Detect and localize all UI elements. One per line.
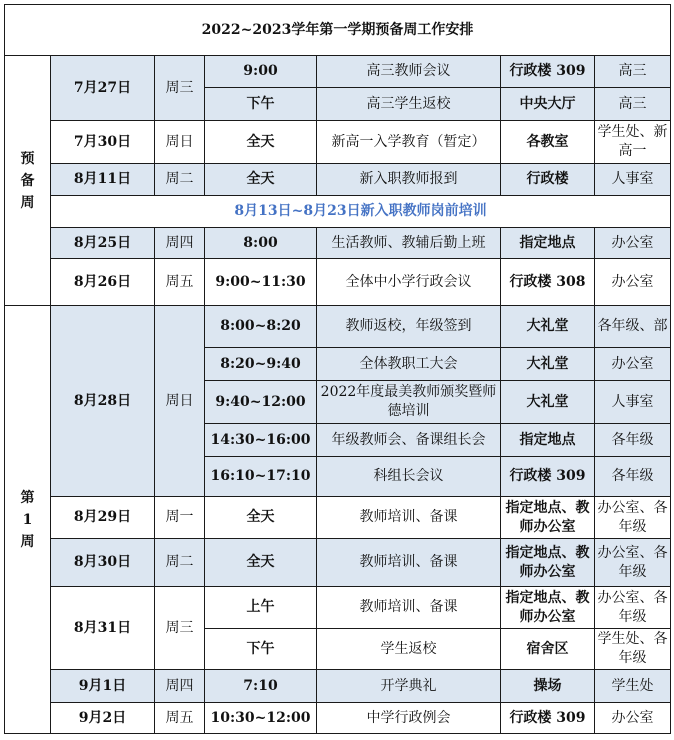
weekday-cell: 周二 <box>155 539 205 587</box>
time-cell: 7:10 <box>205 670 317 703</box>
dept-cell: 办公室 <box>595 348 671 381</box>
time-cell: 9:00~11:30 <box>205 259 317 306</box>
time-cell: 全天 <box>205 539 317 587</box>
dept-cell: 人事室 <box>595 164 671 196</box>
place-cell: 操场 <box>501 670 595 703</box>
dept-cell: 学生处 <box>595 670 671 703</box>
date-cell: 9月2日 <box>51 703 155 734</box>
time-cell: 下午 <box>205 88 317 121</box>
training-banner: 8月13日~8月23日新入职教师岗前培训 <box>51 196 671 228</box>
table-row <box>5 497 671 539</box>
dept-cell: 办公室 <box>595 259 671 306</box>
time-cell: 14:30~16:00 <box>205 424 317 457</box>
event-cell: 教师培训、备课 <box>317 539 501 587</box>
date-cell: 7月30日 <box>51 121 155 164</box>
schedule-title: 2022~2023学年第一学期预备周工作安排 <box>5 5 671 56</box>
event-cell: 新高一入学教育（暂定） <box>317 121 501 164</box>
weekday-cell: 周三 <box>155 56 205 121</box>
time-cell: 8:00~8:20 <box>205 306 317 348</box>
dept-cell: 各年级、部 <box>595 306 671 348</box>
event-cell: 生活教师、教辅后勤上班 <box>317 228 501 259</box>
time-cell: 全天 <box>205 497 317 539</box>
place-cell: 行政楼 309 <box>501 703 595 734</box>
dept-cell: 办公室、各年级 <box>595 497 671 539</box>
weekday-cell: 周三 <box>155 587 205 670</box>
time-cell: 上午 <box>205 587 317 629</box>
weekday-cell: 周一 <box>155 497 205 539</box>
table-row <box>5 228 671 259</box>
event-cell: 中学行政例会 <box>317 703 501 734</box>
dept-cell: 人事室 <box>595 381 671 424</box>
event-cell: 学生返校 <box>317 629 501 670</box>
place-cell: 行政楼 309 <box>501 56 595 88</box>
event-cell: 开学典礼 <box>317 670 501 703</box>
place-cell: 行政楼 <box>501 164 595 196</box>
place-cell: 行政楼 309 <box>501 457 595 497</box>
weekday-cell: 周四 <box>155 670 205 703</box>
weekday-cell: 周日 <box>155 306 205 497</box>
event-cell: 年级教师会、备课组长会 <box>317 424 501 457</box>
date-cell: 8月31日 <box>51 587 155 670</box>
time-cell: 全天 <box>205 164 317 196</box>
event-cell: 教师培训、备课 <box>317 497 501 539</box>
table-row <box>5 539 671 587</box>
weekday-cell: 周二 <box>155 164 205 196</box>
event-cell: 教师返校，年级签到 <box>317 306 501 348</box>
place-cell: 指定地点、教师办公室 <box>501 497 595 539</box>
dept-cell: 高三 <box>595 88 671 121</box>
weekday-cell: 周五 <box>155 703 205 734</box>
weekday-cell: 周日 <box>155 121 205 164</box>
event-cell: 高三学生返校 <box>317 88 501 121</box>
dept-cell: 各年级 <box>595 457 671 497</box>
date-cell: 8月11日 <box>51 164 155 196</box>
table-row <box>5 306 671 348</box>
event-cell: 新入职教师报到 <box>317 164 501 196</box>
time-cell: 9:00 <box>205 56 317 88</box>
place-cell: 宿舍区 <box>501 629 595 670</box>
table-row <box>5 164 671 196</box>
time-cell: 8:00 <box>205 228 317 259</box>
time-cell: 8:20~9:40 <box>205 348 317 381</box>
table-row <box>5 56 671 88</box>
weekday-cell: 周五 <box>155 259 205 306</box>
dept-cell: 学生处、各年级 <box>595 629 671 670</box>
event-cell: 科组长会议 <box>317 457 501 497</box>
dept-cell: 学生处、新高一 <box>595 121 671 164</box>
week-label: 第 1 周 <box>5 306 51 734</box>
event-cell: 全体教职工大会 <box>317 348 501 381</box>
table-row <box>5 670 671 703</box>
table-row <box>5 259 671 306</box>
place-cell: 大礼堂 <box>501 381 595 424</box>
time-cell: 16:10~17:10 <box>205 457 317 497</box>
date-cell: 7月27日 <box>51 56 155 121</box>
table-row <box>5 703 671 734</box>
date-cell: 8月28日 <box>51 306 155 497</box>
dept-cell: 各年级 <box>595 424 671 457</box>
time-cell: 下午 <box>205 629 317 670</box>
date-cell: 9月1日 <box>51 670 155 703</box>
date-cell: 8月26日 <box>51 259 155 306</box>
dept-cell: 办公室 <box>595 228 671 259</box>
event-cell: 教师培训、备课 <box>317 587 501 629</box>
place-cell: 各教室 <box>501 121 595 164</box>
time-cell: 10:30~12:00 <box>205 703 317 734</box>
week-label: 预 备 周 <box>5 56 51 306</box>
table-row <box>5 121 671 164</box>
date-cell: 8月29日 <box>51 497 155 539</box>
place-cell: 大礼堂 <box>501 306 595 348</box>
date-cell: 8月30日 <box>51 539 155 587</box>
schedule-table <box>4 4 671 734</box>
place-cell: 中央大厅 <box>501 88 595 121</box>
event-cell: 2022年度最美教师颁奖暨师德培训 <box>317 381 501 424</box>
dept-cell: 办公室、各年级 <box>595 587 671 629</box>
time-cell: 9:40~12:00 <box>205 381 317 424</box>
place-cell: 指定地点 <box>501 424 595 457</box>
table-row <box>5 587 671 629</box>
place-cell: 行政楼 308 <box>501 259 595 306</box>
dept-cell: 办公室、各年级 <box>595 539 671 587</box>
place-cell: 指定地点、教师办公室 <box>501 587 595 629</box>
dept-cell: 办公室 <box>595 703 671 734</box>
place-cell: 大礼堂 <box>501 348 595 381</box>
event-cell: 高三教师会议 <box>317 56 501 88</box>
place-cell: 指定地点、教师办公室 <box>501 539 595 587</box>
table-row <box>5 196 671 228</box>
event-cell: 全体中小学行政会议 <box>317 259 501 306</box>
dept-cell: 高三 <box>595 56 671 88</box>
time-cell: 全天 <box>205 121 317 164</box>
place-cell: 指定地点 <box>501 228 595 259</box>
weekday-cell: 周四 <box>155 228 205 259</box>
date-cell: 8月25日 <box>51 228 155 259</box>
